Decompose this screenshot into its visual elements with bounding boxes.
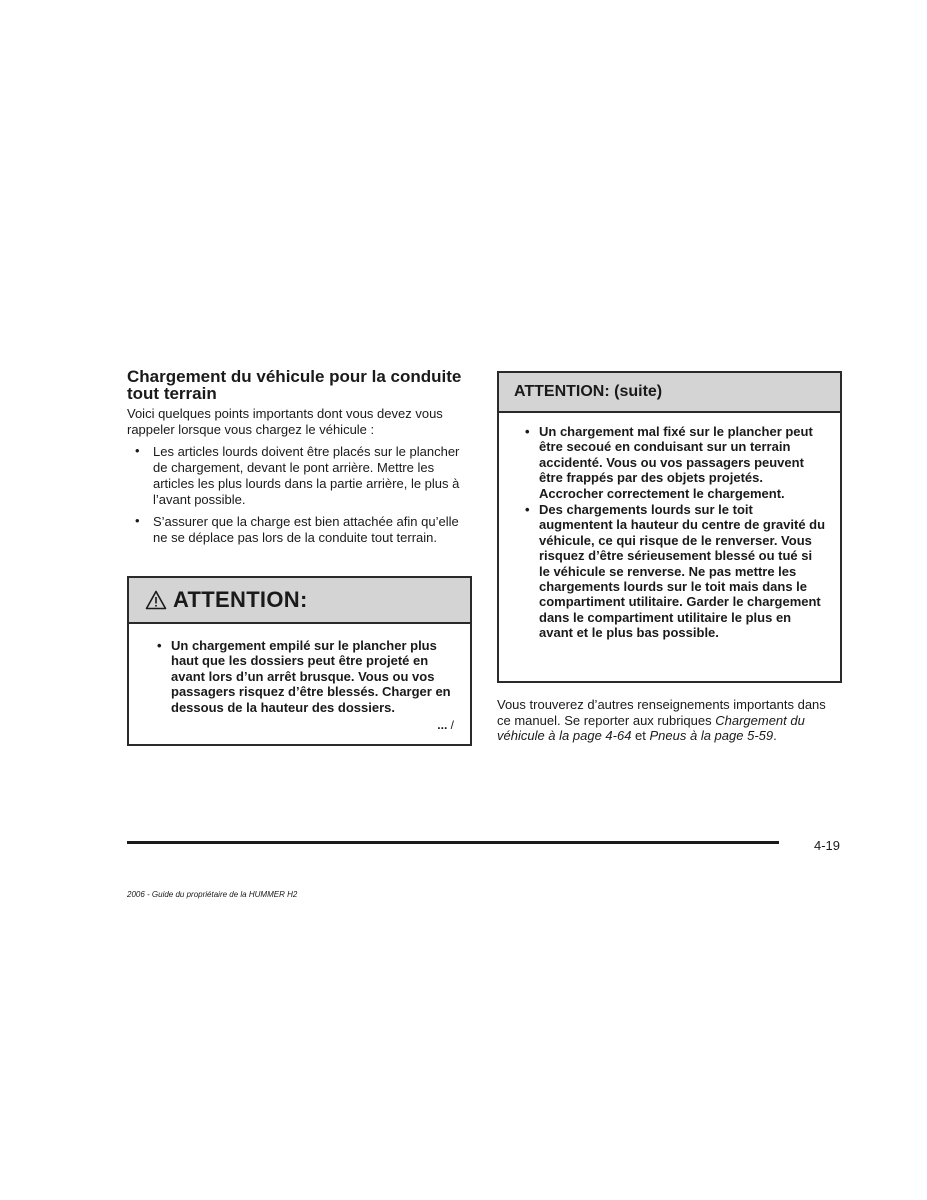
- attention-heading: ATTENTION:: [173, 587, 308, 612]
- footer-text: 2006 - Guide du propriétaire de la HUMMER H2: [127, 890, 298, 899]
- list-item: • S’assurer que la charge est bien attachée afin qu’elle ne se déplace pas lors de la conduite tout terrain.: [135, 513, 459, 545]
- attention-continued-header: [499, 373, 840, 413]
- attention-continued-body: [499, 413, 840, 641]
- bullet-icon: •: [525, 424, 530, 439]
- warning-triangle-icon: [145, 590, 167, 610]
- list-item: • Un chargement empilé sur le plancher plus haut que les dossiers peut être projeté en avant lors d’un arrêt brusque. Vous ou vos passagers risquez d’être blessés. Charger en dessous de la hauteur des dossiers.: [157, 638, 451, 715]
- right-column: [497, 371, 842, 744]
- bullet-icon: •: [157, 638, 162, 653]
- bullet-icon: •: [525, 502, 530, 518]
- continued-marker: ... /: [437, 718, 454, 733]
- attention-header: [129, 578, 470, 624]
- intro-paragraph: Voici quelques points importants dont vous devez vous rappeler lorsque vous chargez le véhicule :: [127, 406, 443, 437]
- list-item: • Les articles lourds doivent être placés sur le plancher de chargement, devant le pont arrière. Mettre les articles les plus lourds dans la partie arrière, le plus à l’avant possible.: [135, 443, 460, 507]
- page-number: 4-19: [814, 838, 841, 853]
- bullet-list: [127, 444, 472, 546]
- footer-rule: [127, 841, 779, 844]
- reference-paragraph: Vous trouverez d’autres renseignements importants dans ce manuel. Se reporter aux rubriques Chargement du véhicule à la page 4-64 et Pneus à la page 5-59.: [497, 697, 826, 743]
- attention-continued-box: [497, 371, 842, 683]
- attention-box: [127, 576, 472, 746]
- attention-body: [129, 624, 470, 732]
- bullet-icon: •: [135, 443, 140, 458]
- list-item: • Des chargements lourds sur le toit augmentent la hauteur du centre de gravité du véhicule, ce qui risque de le renverser. Vous risquez d’être sérieusement blessé ou tué si le véhicule se renverse. Ne pas mettre les chargements lourds sur le toit mais dans le compartiment utilitaire. Garder le chargement dans le compartiment utilitaire le plus en avant et le plus bas possible.: [525, 502, 826, 641]
- reference-link-loading: Chargement du véhicule à la page 4-64: [497, 712, 805, 743]
- list-item: • Un chargement mal fixé sur le plancher peut être secoué en conduisant sur un terrain accidenté. Vous ou vos passagers peuvent être frappés par des objets projetés. Accrocher correctement le chargement.: [525, 424, 813, 501]
- bullet-icon: •: [135, 513, 140, 528]
- reference-link-tires: Pneus à la page 5-59: [649, 728, 774, 743]
- left-column: [127, 368, 472, 552]
- attention-continued-heading: ATTENTION: (suite): [514, 383, 663, 400]
- section-title: Chargement du véhicule pour la conduite tout terrain: [127, 367, 462, 403]
